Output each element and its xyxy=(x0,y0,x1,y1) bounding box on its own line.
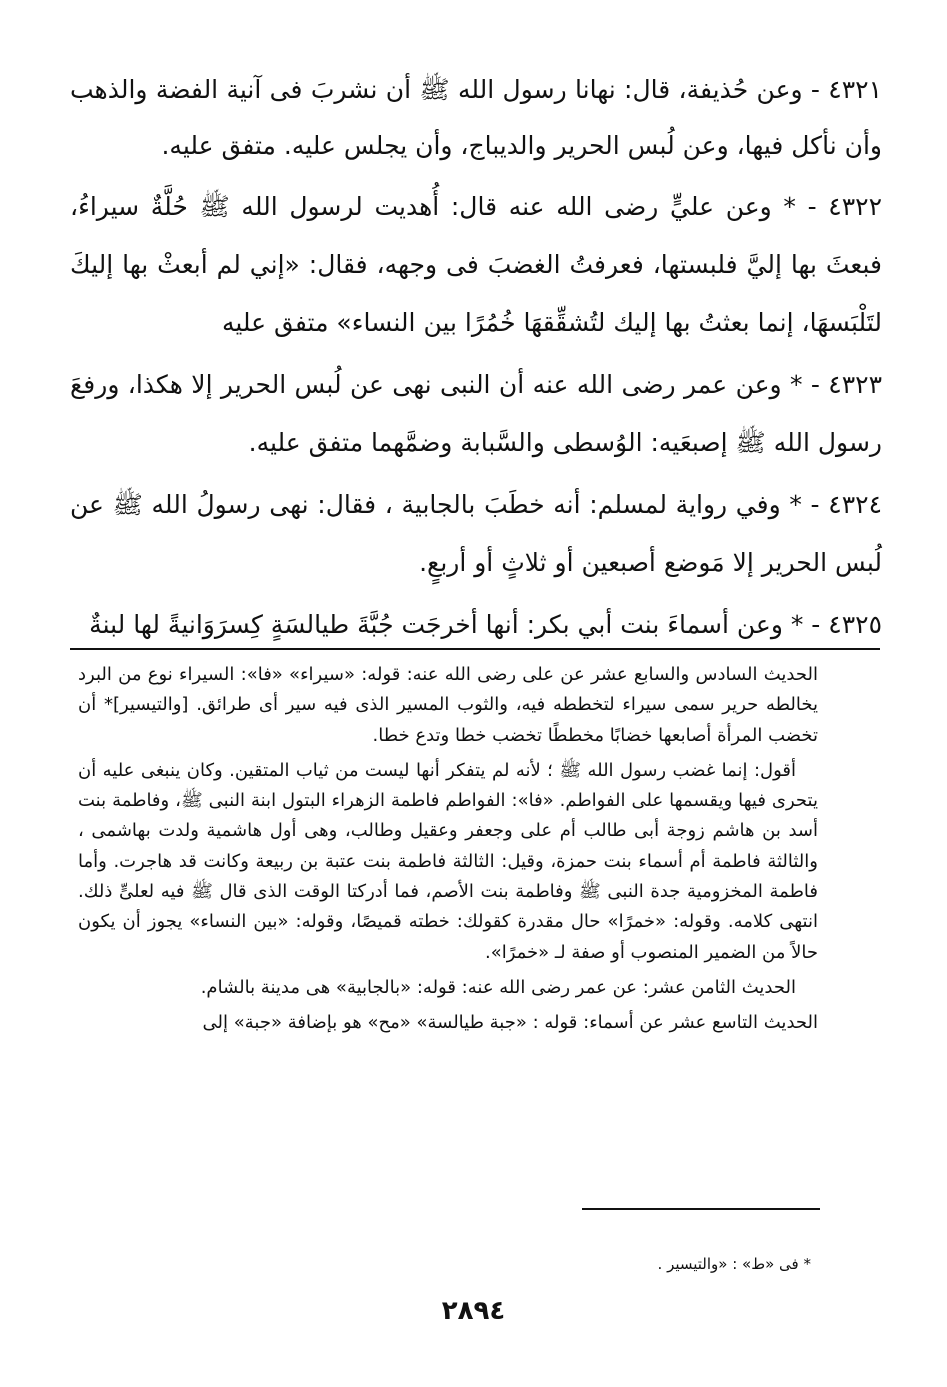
commentary-paragraph: الحديث السادس والسابع عشر عن على رضى الله عنه: قوله: «سيراء» «فا»: السيراء نوع من البرد يخالطه حرير سمى سيراء لتخططه فيه، والثوب المسير الذى فيه سير أى طرائق. [والتيسير]* أن تخضب المرأة أصابعها خضابًا مخططًا تخضب خطا وتدع خطا. xyxy=(78,664,818,746)
hadith-4323: ٤٣٢٣ - * وعن عمر رضى الله عنه أن النبى نهى عن لُبس الحرير إلا هكذا، ورفعَ رسول الله ﷺ إصبعَيه: الوُسطى والسَّبابة وضمَّهما متفق عليه. xyxy=(70,370,882,457)
commentary-paragraph: الحديث التاسع عشر عن أسماء: قوله : «جبة طيالسة» «مح» هو بإضافة «جبة» إلى xyxy=(202,1012,818,1034)
footnote: * فى «ط» : «والتيسير . xyxy=(657,1255,811,1273)
commentary-paragraph: الحديث الثامن عشر: عن عمر رضى الله عنه: قوله: «بالجابية» هى مدينة بالشام. xyxy=(200,976,796,998)
hadith-4324: ٤٣٢٤ - * وفي رواية لمسلم: أنه خطَبَ بالجابية ، فقال: نهى رسولُ الله ﷺ عن لُبس الحرير إلا مَوضع أصبعين أو ثلاثٍ أو أربعٍ. xyxy=(70,490,882,577)
commentary-block xyxy=(78,660,818,1044)
section-divider xyxy=(70,648,880,650)
hadith-4322: ٤٣٢٢ - * وعن عليٍّ رضى الله عنه قال: أُهديت لرسول الله ﷺ حُلَّةٌ سيراءُ، فبعثَ بها إليَّ فلبستها، فعرفتُ الغضبَ فى وجهه، فقال: «إني لم أبعثْ بها إليكَ لتَلْبَسهَا، إنما بعثتُ بها إليك لتُشقِّقهَا خُمُرًا بين النساء» متفق عليه xyxy=(70,192,882,337)
hadith-4325: ٤٣٢٥ - * وعن أسماءَ بنت أبي بكر: أنها أخرجَت جُبَّةَ طيالسَةٍ كِسرَوَانيةً لها لبنةٌ xyxy=(89,610,882,639)
hadith-text-block xyxy=(70,62,882,658)
hadith-4321: ٤٣٢١ - وعن حُذيفة، قال: نهانا رسول الله ﷺ أن نشربَ فى آنية الفضة والذهب وأن نأكل فيها، وعن لُبس الحرير والديباج، وأن يجلس عليه. متفق عليه. xyxy=(70,75,882,160)
footnote-divider xyxy=(582,1208,820,1210)
page-number: ٢٨٩٤ xyxy=(441,1296,506,1326)
commentary-paragraph: أقول: إنما غضب رسول الله ﷺ ؛ لأنه لم يتفكر أنها ليست من ثياب المتقين. وكان ينبغى عليه أن يتحرى فيها ويقسمها على الفواطم. «فا»: الفواطم فاطمة الزهراء البتول ابنة النبى ﷺ، وفاطمة بنت أسد بن هاشم زوجة أبى طالب أم على وجعفر وعقيل وطالب، وهى أول هاشمية ولدت بهاشمى ، والثالثة فاطمة أم أسماء بنت حمزة، وقيل: الثالثة فاطمة بنت عتبة بن ربيعة وكانت قد هاجرت. وأما فاطمة المخزومية جدة النبى ﷺ وفاطمة بنت الأصم، فما أدركتا الوقت الذى قال ﷺ فيه لعلىٍّ ذلك. انتهى كلامه. وقوله: «خمرًا» حال مقدرة كقولك: خطته قميصًا، وقوله: «بين النساء» يجوز أن يكون حالاً من الضمير المنصوب أو صفة لـ «خمرًا». xyxy=(78,759,818,963)
